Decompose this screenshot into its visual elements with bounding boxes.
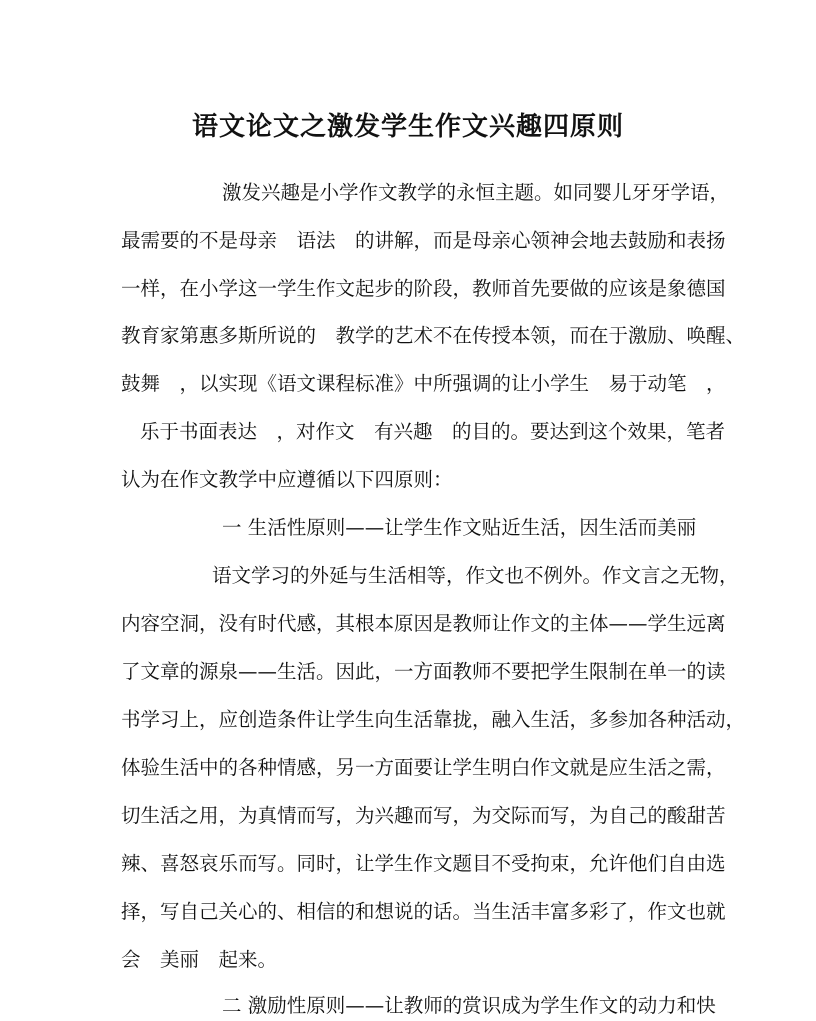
document-title: 语文论文之激发学生作文兴趣四原则 — [191, 112, 624, 142]
text-line: 鼓舞 ，以实现《语文课程标准》中所强调的让小学生 易于动笔 ， — [121, 372, 726, 395]
text-line: 会 美丽 起来。 — [121, 948, 278, 971]
section-heading-2: 二 激励性原则——让教师的赏识成为学生作文的动力和快 — [222, 994, 716, 1017]
text-line: 了文章的源泉——生活。因此，一方面教师不要把学生限制在单一的读 — [121, 660, 726, 683]
text-line: 认为在作文教学中应遵循以下四原则： — [121, 468, 453, 491]
text-line: 乐于书面表达 ，对作文 有兴趣 的目的。要达到这个效果，笔者 — [140, 420, 726, 443]
text-line: 辣、喜怒哀乐而写。同时，让学生作文题目不受拘束，允许他们自由选 — [121, 852, 726, 875]
text-line: 内容空洞，没有时代感，其根本原因是教师让作文的主体——学生远离 — [121, 612, 726, 635]
text-line: 一样，在小学这一学生作文起步的阶段，教师首先要做的应该是象德国 — [121, 277, 726, 300]
text-line: 最需要的不是母亲 语法 的讲解，而是母亲心领神会地去鼓励和表扬 — [121, 229, 726, 252]
section-heading-1: 一 生活性原则——让学生作文贴近生活，因生活而美丽 — [222, 516, 697, 539]
text-line: 教育家第惠多斯所说的 教学的艺术不在传授本领，而在于激励、唤醒、 — [121, 324, 746, 347]
text-line: 体验生活中的各种情感，另一方面要让学生明白作文就是应生活之需， — [121, 756, 726, 779]
text-line: 激发兴趣是小学作文教学的永恒主题。如同婴儿牙牙学语， — [222, 181, 730, 204]
text-line: 择，写自己关心的、相信的和想说的话。当生活丰富多彩了，作文也就 — [121, 900, 726, 923]
text-line: 书学习上，应创造条件让学生向生活靠拢，融入生活，多参加各种活动， — [121, 708, 746, 731]
text-line: 切生活之用，为真情而写，为兴趣而写，为交际而写，为自己的酸甜苦 — [121, 804, 726, 827]
text-line: 语文学习的外延与生活相等，作文也不例外。作文言之无物， — [212, 564, 739, 587]
